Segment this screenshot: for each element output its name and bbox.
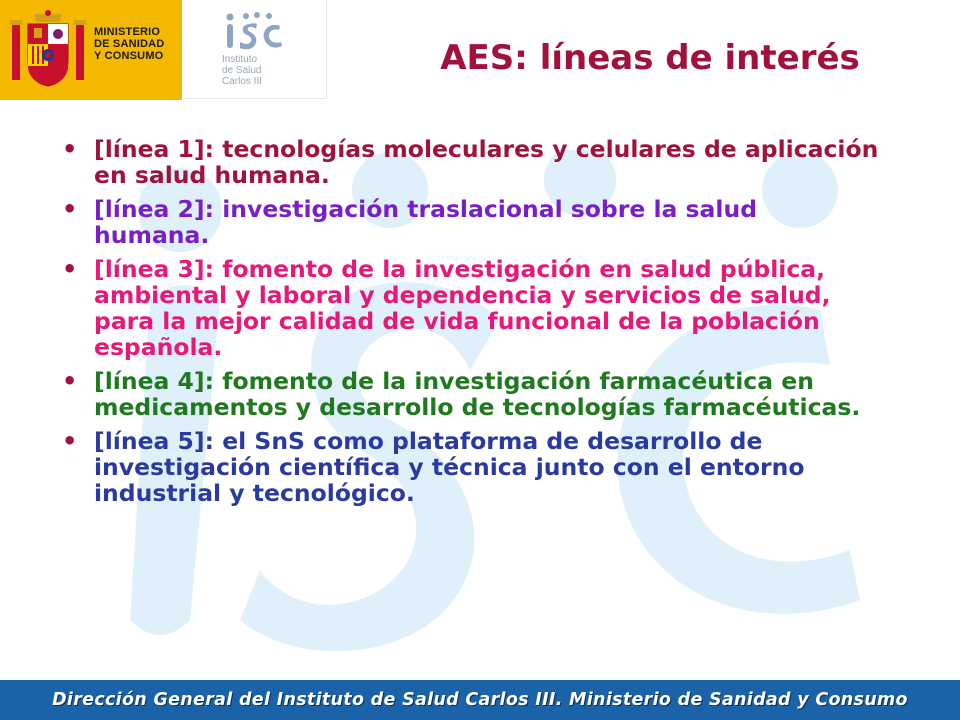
ministry-logo-line: DE SANIDAD [94,38,165,50]
page-title: AES: líneas de interés [440,38,860,78]
bullet-text: [línea 2]: investigación traslacional sobre la salud humana. [94,195,758,249]
bullet-text: [línea 5]: el SnS como plataforma de desarrollo de investigación científica y técnica junto con el entorno industrial y tecnológico. [94,427,805,507]
bullet-text: [línea 4]: fomento de la investigación farmacéutica en medicamentos y desarrollo de tecnologías farmacéuticas. [94,367,861,421]
isc-logo-line: Instituto [222,54,258,65]
list-item [60,368,880,420]
list-item [60,136,880,188]
bullet-marker: • [62,195,78,223]
isc-logo-icon [224,12,284,52]
bullet-marker: • [62,367,78,395]
ministry-logo-line: Y CONSUMO [94,50,164,62]
bullet-list [60,136,880,514]
list-item [60,428,880,506]
isc-logo-text [222,54,262,87]
isc-logo [184,0,327,99]
bullet-text: [línea 1]: tecnologías moleculares y celulares de aplicación en salud humana. [94,135,879,189]
ministry-logo-line: MINISTERIO [94,26,161,38]
bullet-marker: • [62,255,78,283]
footer-text: Dirección General del Instituto de Salud Carlos III. Ministerio de Sanidad y Consumo [52,690,908,710]
isc-logo-line: Carlos III [222,76,263,87]
isc-logo-line: de Salud [222,65,262,76]
ministry-logo [0,0,182,100]
list-item [60,256,880,360]
bullet-marker: • [62,427,78,455]
bullet-marker: • [62,135,78,163]
spain-coat-of-arms-icon [10,10,86,90]
list-item [60,196,880,248]
footer-bar [0,680,960,720]
ministry-logo-text [94,26,164,62]
bullet-text: [línea 3]: fomento de la investigación en salud pública, ambiental y laboral y dependencia y servicios de salud, para la mejor calidad de vida funcional de la población española. [94,255,831,361]
